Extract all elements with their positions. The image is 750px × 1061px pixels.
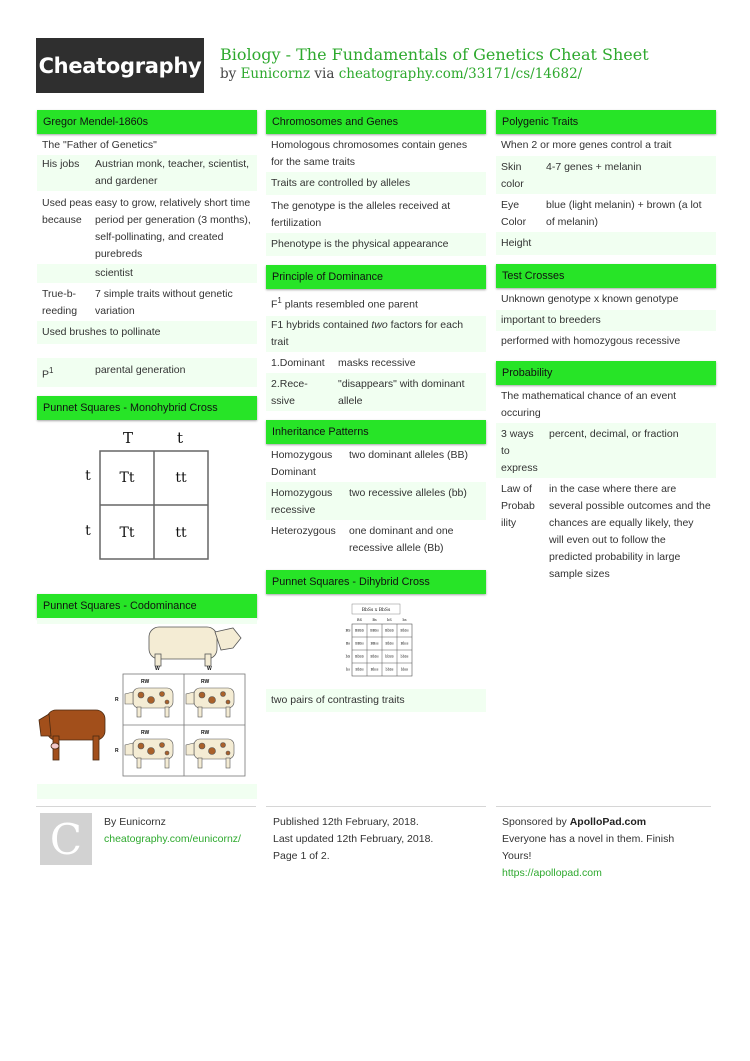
footer-sponsor-url[interactable]: https://apollopad.com xyxy=(502,867,602,879)
cheatography-logo[interactable] xyxy=(36,38,204,93)
section-title: Punnet Squares - Monohybrid Cross xyxy=(37,396,257,420)
section-title: Chromosomes and Genes xyxy=(266,110,486,134)
section-title: Punnet Squares - Codominance xyxy=(37,594,257,618)
monohybrid-figure xyxy=(37,420,257,585)
gamete-col-label: bs xyxy=(402,617,407,622)
allele-left-1: t xyxy=(85,467,91,484)
footer-updated: Last updated 12th February, 2018. xyxy=(273,833,434,845)
testcross-row: performed with homozygous recessive xyxy=(501,335,681,347)
row-value: Austrian monk, teacher, scientist, and gardener xyxy=(95,158,250,187)
cross-label: BbSs x BbSs xyxy=(361,607,391,613)
probability-intro: The mathematical chance of an event occuring xyxy=(501,390,677,419)
row-label: Skin color xyxy=(501,161,524,190)
avatar-letter: C xyxy=(49,814,83,864)
label-w: W xyxy=(207,665,212,672)
testcross-row: Unknown genotype x known genotype xyxy=(501,293,679,305)
gamete-col-label: BS xyxy=(357,617,362,622)
chromo-row: Homologous chromosomes contain genes for the same traits xyxy=(271,139,468,168)
dominance-hybrid-row: F1 hybrids contained two factors for each trait xyxy=(266,316,486,352)
codominance-cattle-illustration xyxy=(37,624,257,784)
row-label: True-b-reeding xyxy=(42,288,78,317)
dihybrid-cell: bbSs xyxy=(400,654,409,659)
polygenic-skin-row xyxy=(496,156,716,194)
punnett-cell: tt xyxy=(175,524,187,541)
author-avatar[interactable] xyxy=(40,813,92,865)
dihybrid-section xyxy=(266,570,486,712)
dihybrid-cell: BbSS xyxy=(385,628,394,633)
footer-sponsored-by: Sponsored by xyxy=(502,816,567,828)
mendel-brushes-row: Used brushes to pollinate xyxy=(37,321,257,344)
row-label: Homozygous Dominant xyxy=(271,448,333,478)
dihybrid-cell: bbSS xyxy=(385,654,394,659)
label-w: W xyxy=(155,665,160,672)
row-value: masks recessive xyxy=(338,356,416,369)
row-value: two recessive alleles (bb) xyxy=(349,486,467,499)
dihybrid-caption: two pairs of contrasting traits xyxy=(266,689,486,712)
footer-sponsor-name[interactable]: ApolloPad.com xyxy=(569,816,647,828)
punnett-cell: tt xyxy=(175,469,187,486)
testcross-row: important to breeders xyxy=(496,310,716,331)
inherit-row xyxy=(266,446,486,482)
section-title: Probability xyxy=(496,361,716,385)
footer-sponsor-tagline-2: Yours! xyxy=(502,850,532,862)
row-label: Law of Probab ility xyxy=(501,483,535,529)
row-label: 2.Rece-ssive xyxy=(271,377,308,407)
row-value: 7 simple traits without genetic variation xyxy=(95,288,233,317)
chromo-row: The genotype is the alleles received at fertilization xyxy=(271,200,451,229)
section-title: Inheritance Patterns xyxy=(266,420,486,444)
gamete-col-label: bS xyxy=(387,617,392,622)
footer-sponsor-tagline-1: Everyone has a novel in them. Finish xyxy=(502,833,675,845)
sheet-url-link[interactable]: cheatography.com/33171/cs/14682/ xyxy=(338,66,583,82)
monohybrid-section xyxy=(37,396,257,585)
monohybrid-punnett-square xyxy=(37,424,257,576)
byline-by: by xyxy=(220,66,237,82)
chromo-row: Traits are controlled by alleles xyxy=(266,172,486,195)
author-link[interactable]: Eunicornz xyxy=(240,66,311,82)
mendel-truebreeding-row xyxy=(37,283,257,321)
dihybrid-cell: BbSs xyxy=(355,667,364,672)
row-label: Eye Color xyxy=(501,199,527,228)
label-rw: RW xyxy=(201,678,210,685)
footer-divider xyxy=(496,806,711,807)
label-rw: RW xyxy=(141,678,150,685)
mendel-father-row: The "Father of Genetics" xyxy=(42,139,157,151)
label-r: R xyxy=(115,696,119,703)
row-label: Heterozygous xyxy=(271,524,336,537)
footer-divider xyxy=(266,806,486,807)
row-value: easy to grow, relatively short time period per generation (3 months), self-pollinating, and created purebreds xyxy=(95,197,251,260)
punnett-cell: Tt xyxy=(119,469,135,486)
footer-author-name[interactable]: Eunicornz xyxy=(119,816,166,828)
column-1 xyxy=(37,110,257,808)
polygenic-height-row: Height xyxy=(496,232,716,255)
footer-page-number: Page 1 of 2. xyxy=(273,850,330,862)
mendel-peas-row xyxy=(37,191,257,264)
dihybrid-cell: bbSs xyxy=(385,667,394,672)
dominance-recessive-row xyxy=(266,373,486,411)
row-value: percent, decimal, or fraction xyxy=(549,428,679,440)
mendel-scientist-row xyxy=(37,264,257,283)
codominance-section xyxy=(37,594,257,799)
row-value: "disappears" with dominant allele xyxy=(338,377,465,407)
mendel-p1-row xyxy=(37,358,257,387)
chromosomes-section xyxy=(266,110,486,256)
row-value: two dominant alleles (BB) xyxy=(349,448,469,461)
row-value: blue (light melanin) + brown (a lot of melanin) xyxy=(546,199,702,228)
chromo-row: Phenotype is the physical appearance xyxy=(266,233,486,256)
dominance-dominant-row xyxy=(266,352,486,373)
row-value: 4-7 genes + melanin xyxy=(546,161,642,173)
row-label: 3 ways to express xyxy=(501,428,538,474)
polygenic-section xyxy=(496,110,716,255)
gamete-row-label: Bs xyxy=(345,641,351,646)
dihybrid-cell: BBSS xyxy=(355,628,364,633)
footer-published: Published 12th February, 2018. xyxy=(273,816,419,828)
page-byline xyxy=(220,66,582,82)
column-3 xyxy=(496,110,716,593)
section-title: Polygenic Traits xyxy=(496,110,716,134)
dihybrid-cell: BbSs xyxy=(400,628,409,633)
row-value: scientist xyxy=(95,267,133,279)
section-title: Principle of Dominance xyxy=(266,265,486,289)
label-rw: RW xyxy=(141,729,150,736)
gamete-row-label: BS xyxy=(345,628,351,633)
page-title: Biology - The Fundamentals of Genetics Cheat Sheet xyxy=(220,45,649,64)
dihybrid-cell: BBSs xyxy=(355,641,364,646)
dihybrid-cell: Bbss xyxy=(370,667,379,672)
dihybrid-cell: BbSS xyxy=(355,654,364,659)
footer-sponsor-line xyxy=(502,814,646,831)
codominance-figure xyxy=(37,618,257,799)
row-label: Used peas because xyxy=(42,197,93,226)
testcross-section xyxy=(496,264,716,352)
row-label: His jobs xyxy=(42,158,80,170)
row-value: parental generation xyxy=(95,364,186,376)
row-value: one dominant and one recessive allele (Bb) xyxy=(349,524,454,554)
section-title: Test Crosses xyxy=(496,264,716,288)
probability-ways-row xyxy=(496,423,716,478)
footer-author-line xyxy=(104,814,166,831)
spacer-row xyxy=(37,344,257,358)
footer-by: By xyxy=(104,816,117,828)
dihybrid-cell: Bbss xyxy=(400,641,409,646)
dihybrid-cell: BbSs xyxy=(385,641,394,646)
inherit-row xyxy=(266,482,486,520)
probability-section xyxy=(496,361,716,584)
row-label: $P^1$ xyxy=(42,366,54,381)
dihybrid-cell: BBSs xyxy=(370,628,379,633)
label-rw: RW xyxy=(201,729,210,736)
probability-law-row xyxy=(496,478,716,584)
inherit-row xyxy=(266,520,486,558)
gamete-row-label: bS xyxy=(345,654,351,659)
polygenic-eye-row xyxy=(496,194,716,232)
mendel-section xyxy=(37,110,257,387)
footer-author-url[interactable]: cheatography.com/eunicornz/ xyxy=(104,833,241,845)
allele-top-1: T xyxy=(122,428,134,447)
allele-top-2: t xyxy=(176,428,184,447)
section-title: Gregor Mendel-1860s xyxy=(37,110,257,134)
dihybrid-punnett-square xyxy=(266,602,486,680)
mendel-jobs-row xyxy=(37,155,257,191)
row-label: 1.Dominant xyxy=(271,356,325,369)
polygenic-intro: When 2 or more genes control a trait xyxy=(501,139,672,151)
dominance-f1-row: $F^1$ plants resembled one parent xyxy=(271,296,418,311)
column-2 xyxy=(266,110,486,721)
dihybrid-cell: BBss xyxy=(370,641,379,646)
dihybrid-cell: bbss xyxy=(400,667,409,672)
row-value: in the case where there are several possible outcomes and the chances are equally likely, they will even out to follow the predicted probability in large sample sizes xyxy=(549,483,711,580)
dominance-section xyxy=(266,265,486,411)
label-r: R xyxy=(115,747,119,754)
inheritance-section xyxy=(266,420,486,558)
punnett-cell: Tt xyxy=(119,524,135,541)
footer-divider xyxy=(36,806,256,807)
row-label: Homozygous recessive xyxy=(271,486,333,516)
dihybrid-cell: BbSs xyxy=(370,654,379,659)
byline-via: via xyxy=(314,66,335,82)
logo-text: Cheatography xyxy=(38,53,202,78)
gamete-col-label: Bs xyxy=(372,617,377,622)
allele-left-2: t xyxy=(85,522,91,539)
section-title: Punnet Squares - Dihybrid Cross xyxy=(266,570,486,594)
gamete-row-label: bs xyxy=(345,667,351,672)
dihybrid-figure xyxy=(266,594,486,689)
